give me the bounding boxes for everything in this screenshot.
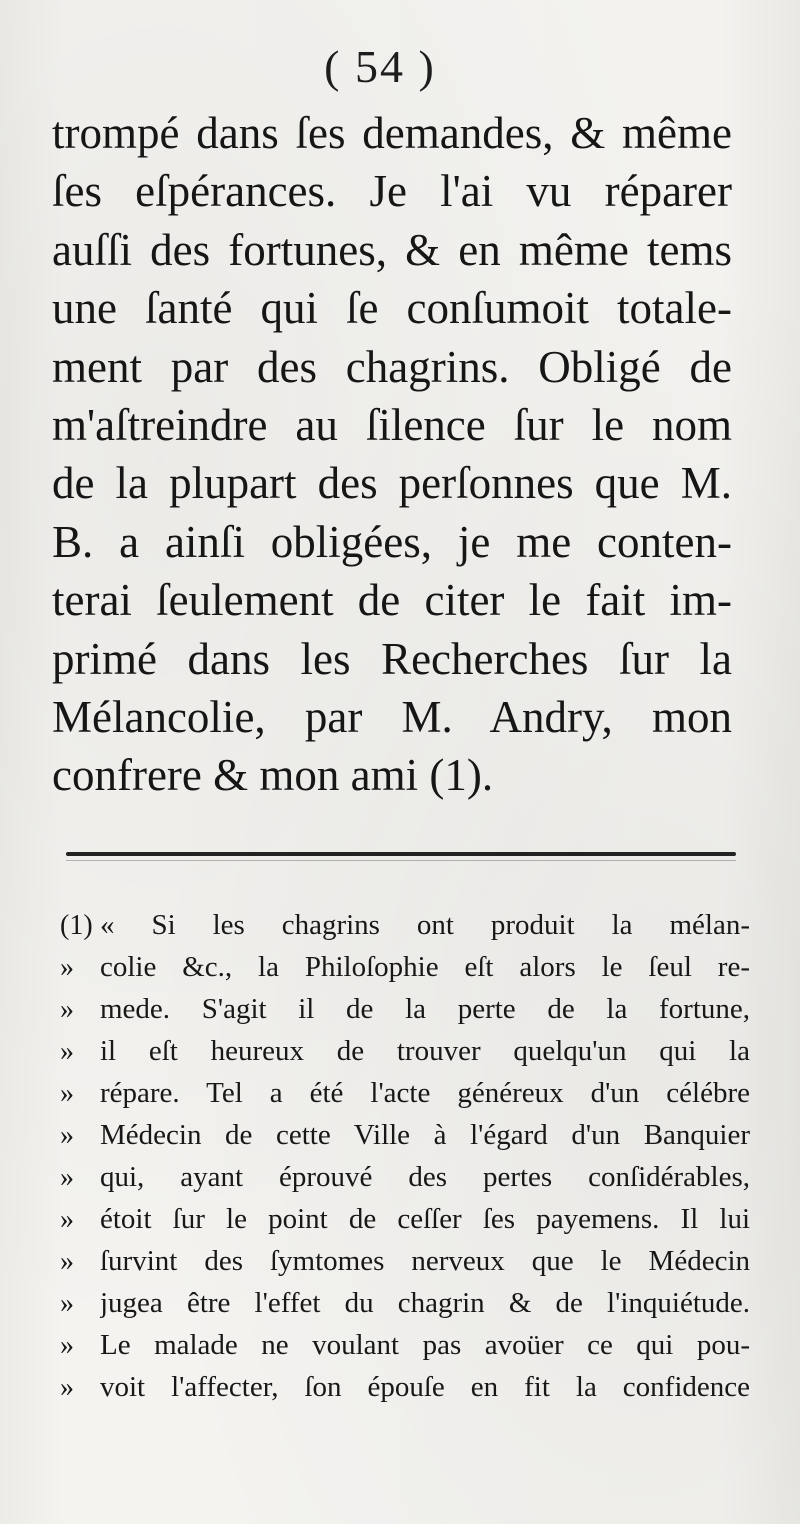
footnote-line bbox=[60, 1030, 750, 1072]
footnote-line bbox=[60, 988, 750, 1030]
quote-mark: » bbox=[60, 1330, 74, 1361]
text-line: m'aſtreindre au ſilence ſur le nom bbox=[52, 399, 732, 450]
quote-mark: » bbox=[60, 1162, 74, 1193]
text-line: de la plupart des perſonnes que M. bbox=[52, 458, 732, 509]
footnote-line bbox=[60, 1114, 750, 1156]
footnote-text: ſurvint des ſymtomes nerveux que le Médecin bbox=[100, 1245, 750, 1277]
footnote-line bbox=[60, 1240, 750, 1282]
footnote-text: qui, ayant éprouvé des pertes conſidérables, bbox=[100, 1161, 750, 1193]
footnote-line bbox=[60, 1282, 750, 1324]
page-number: ( 54 ) bbox=[324, 41, 436, 92]
footnote-line bbox=[60, 1366, 750, 1408]
footnote bbox=[60, 904, 750, 1408]
quote-mark: » bbox=[60, 952, 74, 983]
quote-mark: » bbox=[60, 1246, 74, 1277]
footnote-text: « Si les chagrins ont produit la mélan- bbox=[100, 909, 750, 941]
footnote-line bbox=[60, 904, 750, 946]
main-text bbox=[52, 104, 732, 805]
footnote-line bbox=[60, 1324, 750, 1366]
footnote-text: mede. S'agit il de la perte de la fortune, bbox=[100, 993, 750, 1025]
text-line: primé dans les Recherches ſur la bbox=[52, 633, 732, 684]
footnote-mark: (1) bbox=[60, 910, 93, 941]
quote-mark: » bbox=[60, 1288, 74, 1319]
text-line: une ſanté qui ſe conſumoit totale- bbox=[52, 283, 732, 334]
footnote-text: voit l'affecter, ſon épouſe en fit la confidence bbox=[100, 1371, 750, 1403]
quote-mark: » bbox=[60, 1120, 74, 1151]
footnote-line bbox=[60, 1072, 750, 1114]
footnote-line bbox=[60, 946, 750, 988]
text-line: auſſi des fortunes, & en même tems bbox=[52, 224, 732, 275]
quote-mark: » bbox=[60, 1204, 74, 1235]
footnote-separator-shadow bbox=[66, 860, 736, 861]
text-line: ment par des chagrins. Obligé de bbox=[52, 341, 732, 392]
footnote-text: Le malade ne voulant pas avoüer ce qui pou- bbox=[100, 1329, 750, 1361]
text-line: Mélancolie, par M. Andry, mon bbox=[52, 691, 732, 742]
footnote-separator-rule bbox=[66, 852, 736, 856]
text-line: B. a ainſi obligées, je me conten- bbox=[52, 516, 732, 567]
quote-mark: » bbox=[60, 994, 74, 1025]
quote-mark: » bbox=[60, 1372, 74, 1403]
footnote-text: jugea être l'effet du chagrin & de l'inquiétude. bbox=[100, 1287, 750, 1319]
footnote-text: étoit ſur le point de ceſſer ſes payemens. Il lui bbox=[100, 1203, 750, 1235]
quote-mark: » bbox=[60, 1078, 74, 1109]
footnote-text: il eſt heureux de trouver quelqu'un qui la bbox=[100, 1035, 750, 1067]
text-line: ſes eſpérances. Je l'ai vu réparer bbox=[52, 166, 732, 217]
footnote-line bbox=[60, 1198, 750, 1240]
footnote-text: Médecin de cette Ville à l'égard d'un Banquier bbox=[100, 1119, 750, 1151]
text-line: terai ſeulement de citer le fait im- bbox=[52, 575, 732, 626]
text-line: confrere & mon ami (1). bbox=[52, 750, 494, 801]
footnote-text: répare. Tel a été l'acte généreux d'un célébre bbox=[100, 1077, 750, 1109]
footnote-line bbox=[60, 1156, 750, 1198]
quote-mark: » bbox=[60, 1036, 74, 1067]
text-line: trompé dans ſes demandes, & même bbox=[52, 108, 732, 158]
footnote-text: colie &c., la Philoſophie eſt alors le ſeul re- bbox=[100, 951, 750, 983]
